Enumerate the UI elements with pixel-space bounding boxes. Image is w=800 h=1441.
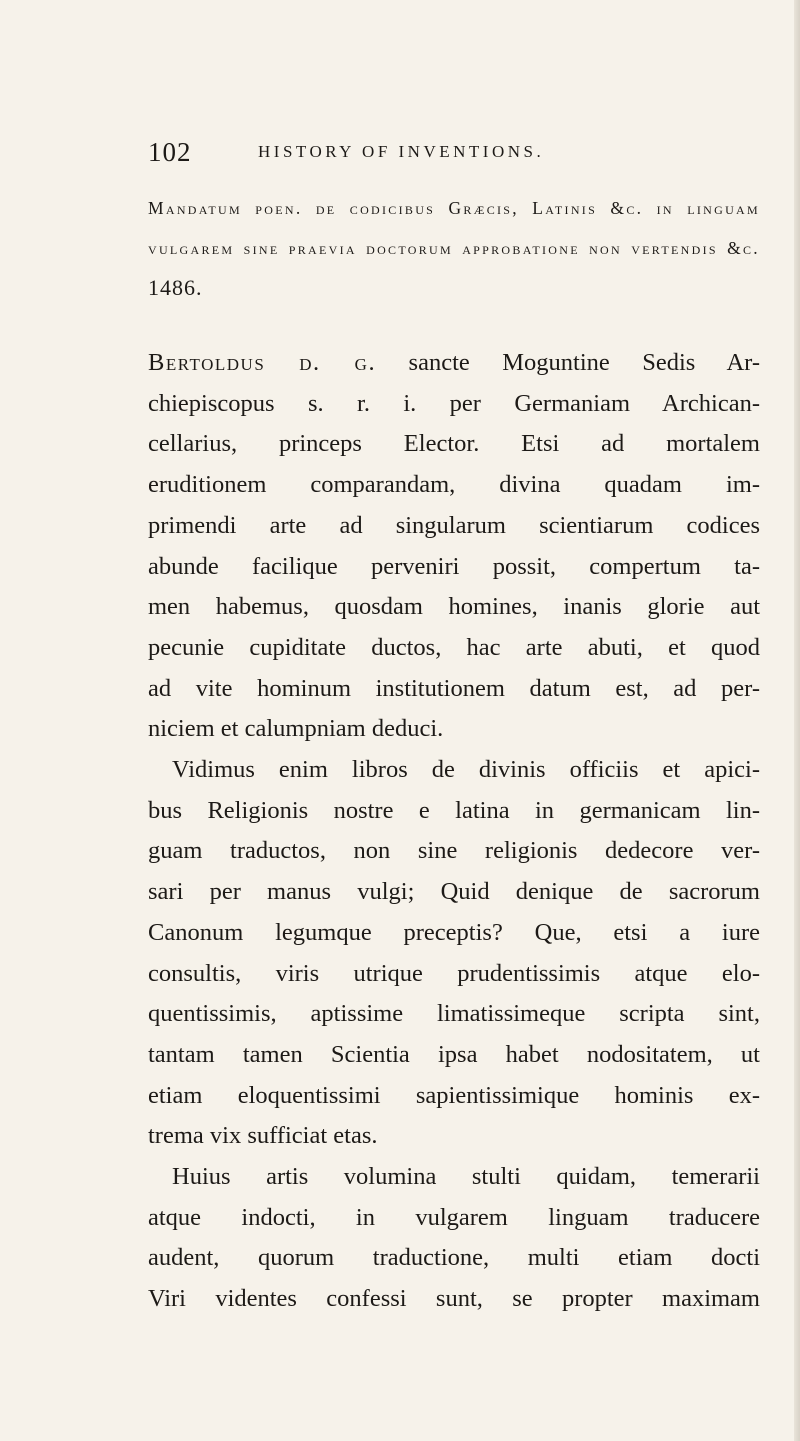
paragraph-1-line: primendi arte ad singularum scientiarum codices xyxy=(148,511,760,539)
page-number: 102 xyxy=(148,137,192,167)
running-head: HISTORY OF INVENTIONS. xyxy=(258,142,545,161)
paragraph-1-line: cellarius, princeps Elector. Etsi ad mortalem xyxy=(148,430,760,458)
paragraph-1-lead: Bertoldus d. g. xyxy=(148,349,377,376)
section-title-text: Mandatum poen. de codicibus Græcis, Latinis &c. in linguam vulgarem sine praevia doctorum approbatione non vertendis &c. xyxy=(148,198,760,258)
paragraph-1-line: chiepiscopus s. r. i. per Germaniam Archican- xyxy=(148,389,760,417)
paragraph-1-line: men habemus, quosdam homines, inanis glorie aut xyxy=(148,593,760,621)
paragraph-3-line: Viri videntes confessi sunt, se propter maximam xyxy=(148,1285,760,1313)
paragraph-2-line: Vidimus enim libros de divinis officiis et apici- xyxy=(172,756,760,784)
paragraph-2-line: quentissimis, aptissime limatissimeque scripta sint, xyxy=(148,1000,760,1028)
paragraph-1-line: Bertoldus d. g. sancte Moguntine Sedis Ar- xyxy=(148,349,760,376)
paragraph-1-line: ad vite hominum institutionem datum est, ad per- xyxy=(148,674,760,702)
paragraph-1-line: eruditionem comparandam, divina quadam im- xyxy=(148,471,760,499)
paragraph-2-line: etiam eloquentissimi sapientissimique hominis ex- xyxy=(148,1081,760,1109)
paragraph-2-line: tantam tamen Scientia ipsa habet nodositatem, ut xyxy=(148,1040,760,1068)
paragraph-3-line: audent, quorum traductione, multi etiam docti xyxy=(148,1244,760,1272)
paragraph-2 xyxy=(148,750,760,1157)
paragraph-2-line: Canonum legumque preceptis? Que, etsi a iure xyxy=(148,918,760,946)
section-title xyxy=(148,188,760,309)
paragraph-2-line: guam traductos, non sine religionis dedecore ver- xyxy=(148,837,760,865)
paragraph-1-line: pecunie cupiditate ductos, hac arte abuti, et quod xyxy=(148,633,760,661)
paragraph-1-line: abunde facilique perveniri possit, compertum ta- xyxy=(148,552,760,580)
section-title-year: 1486. xyxy=(148,275,203,300)
page-body xyxy=(148,188,760,1320)
paragraph-1-line: niciem et calumpniam deduci. xyxy=(148,715,444,743)
paragraph-3-line: atque indocti, in vulgarem linguam traducere xyxy=(148,1203,760,1231)
page-edge xyxy=(794,0,800,1441)
paragraph-1 xyxy=(148,343,760,750)
paragraph-2-line: consultis, viris utrique prudentissimis atque elo- xyxy=(148,959,760,987)
paragraph-2-line: sari per manus vulgi; Quid denique de sacrorum xyxy=(148,878,760,906)
paragraph-2-line: trema vix sufficiat etas. xyxy=(148,1122,378,1150)
paragraph-3-line: Huius artis volumina stulti quidam, temerarii xyxy=(172,1163,760,1191)
paragraph-3 xyxy=(148,1157,760,1320)
page-header xyxy=(148,137,668,177)
paragraph-2-line: bus Religionis nostre e latina in germanicam lin- xyxy=(148,796,760,824)
